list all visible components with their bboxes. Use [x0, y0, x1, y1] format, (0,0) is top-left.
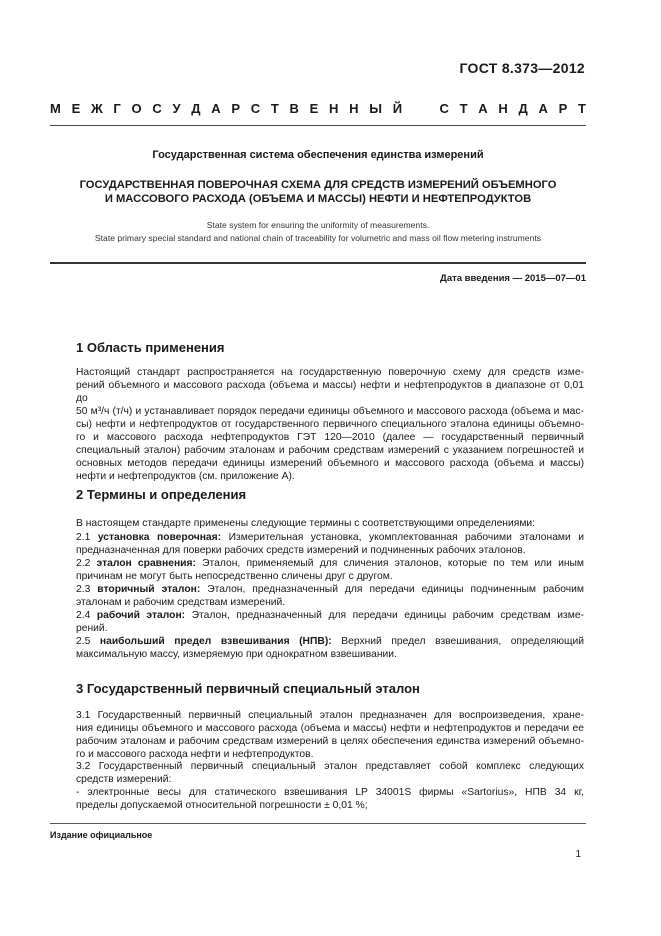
text-line: го и массового расхода нефти и нефтепродуктов. — [76, 749, 314, 760]
heading-letter: Е — [309, 101, 319, 116]
text-line: Настоящий стандарт распространяется на государственную поверочную схему для средств изме- — [76, 367, 584, 378]
heading-letter: Т — [270, 101, 279, 116]
term-definition: Измерительная установка, укомплектованная рабочими эталонами и — [221, 532, 584, 543]
section-heading: 1 Область применения — [76, 340, 225, 355]
heading-letter: Ж — [90, 101, 103, 116]
section-heading: 2 Термины и определения — [76, 487, 247, 502]
term-number: 2.1 — [76, 532, 91, 543]
term-name: установка поверочная: — [97, 532, 222, 543]
standard-code: ГОСТ 8.373—2012 — [459, 60, 585, 76]
english-title — [50, 219, 586, 245]
text-line: 3.2 Государственный первичный специальный эталон представляет собой комплекс следующих — [76, 761, 584, 772]
english-title-line: State primary special standard and national chain of traceability for volumetric and mass oil flow metering instruments — [94, 233, 542, 243]
heading-letter: Д — [518, 101, 528, 116]
text-line: сы) нефти и нефтепродуктов от государственного первичного специального эталона единицы объемно- — [76, 419, 584, 430]
heading-letter: О — [131, 101, 142, 116]
text-line: нефти и нефтепродуктов (см. приложение А). — [76, 471, 295, 482]
section3-item — [76, 786, 584, 812]
heading-letter: С — [250, 101, 261, 116]
heading-letter: Ы — [369, 101, 382, 116]
heading-letter: А — [538, 101, 548, 116]
term-definition-continued: максимальную массу, измеряемую при однократном взвешивании. — [76, 649, 397, 660]
term-name: рабочий эталон: — [96, 610, 186, 621]
heading-letter — [413, 101, 429, 116]
text-line: 50 м³/ч (т/ч) и устанавливает порядок передачи единицы объемного и массового расхода (объема и мас- — [76, 406, 584, 417]
term-name: наибольший предел взвешивания (НПВ): — [99, 636, 332, 647]
heading-letter: В — [289, 101, 299, 116]
text-line: средств измерений: — [76, 774, 172, 785]
term-line — [76, 531, 584, 544]
heading-letter: Н — [498, 101, 508, 116]
term-line — [76, 557, 584, 570]
text-line: пределы допускаемой относительной погрешности ± 0,01 %; — [76, 800, 368, 811]
text-line: основных методов передачи единицы измерений объемного и массового расхода (объема и массы) — [76, 458, 584, 469]
section-heading: 3 Государственный первичный специальный эталон — [76, 681, 420, 696]
section3-paragraph-2 — [76, 760, 584, 786]
edition-note: Издание официальное — [50, 830, 153, 840]
term-line — [76, 609, 584, 622]
term-name: вторичный эталон: — [97, 584, 201, 595]
term-number: 2.4 — [76, 610, 91, 621]
heading-letter: Е — [71, 101, 81, 116]
text-line: рабочим эталонам и рабочим средствам измерений в целях обеспечения единства измерений объемно- — [76, 736, 584, 747]
heading-letter: Р — [558, 101, 568, 116]
top-divider — [50, 125, 586, 126]
text-line: 3.1 Государственный первичный специальный эталон предназначен для воспроизведения, хране- — [76, 710, 584, 721]
term-definition: Эталон, предназначенный для передачи единицы рабочим средствам изме- — [185, 610, 584, 621]
term-definition-continued: рений. — [76, 623, 108, 634]
heading-letter: Й — [392, 101, 403, 116]
term-definition-continued: причинам не могут быть непосредственно сличены друг с другом. — [76, 571, 393, 582]
main-title-line: ГОСУДАРСТВЕННАЯ ПОВЕРОЧНАЯ СХЕМА ДЛЯ СРЕДСТВ ИЗМЕРЕНИЙ ОБЪЕМНОГО — [79, 179, 557, 191]
text-line: рений объемного и массового расхода (объема и массы) нефти и нефтепродуктов в диапазоне от 0,01 до — [76, 380, 584, 404]
footer-divider — [50, 823, 586, 824]
term-definition: Эталон, предназначенный для передачи единицы подчиненным рабочим — [200, 584, 584, 595]
term-number: 2.3 — [76, 584, 91, 595]
heading-letter: А — [211, 101, 221, 116]
heading-letter: М — [50, 101, 61, 116]
heading-letter: Д — [191, 101, 201, 116]
term-definition-continued: эталонам и рабочим средствам измерений. — [76, 597, 286, 608]
heading-letter: С — [152, 101, 162, 116]
heading-letter: Т — [459, 101, 468, 116]
section1-paragraph — [76, 366, 584, 483]
title-divider — [50, 262, 586, 264]
text-line: ния единицы объемного и массового расхода (объема и массы) нефти и нефтепродуктов и передачи ее — [76, 723, 584, 734]
text-line: - электронные весы для статического взвешивания LP 34001S фирмы «Sartorius», НПВ 34 кг, — [76, 787, 584, 798]
text-line: В настоящем стандарте применены следующие термины с соответствующими определениями: — [76, 518, 536, 529]
heading-letter: А — [478, 101, 488, 116]
system-title: Государственная система обеспечения единства измерений — [152, 149, 484, 161]
heading-letter: Г — [113, 101, 121, 116]
heading-letter: С — [439, 101, 449, 116]
term-definition: Верхний предел взвешивания, определяющий — [331, 636, 584, 647]
term-number: 2.5 — [76, 636, 91, 647]
intro-date: Дата введения — 2015—07—01 — [440, 273, 586, 284]
standard-kind-heading — [50, 101, 586, 116]
main-title — [50, 178, 586, 206]
section3-paragraph-1 — [76, 709, 584, 761]
english-title-line: State system for ensuring the uniformity of measurements. — [206, 220, 430, 230]
heading-letter: Р — [231, 101, 241, 116]
term-number: 2.2 — [76, 558, 91, 569]
term-line — [76, 583, 584, 596]
text-line: го и массового расхода нефтепродуктов ГЭТ 120—2010 (далее — государственный первичный — [76, 432, 584, 443]
text-line: специальный эталон) рабочим эталонам и рабочим средствам измерений с указанием погрешностей и — [76, 445, 584, 456]
section2-intro — [76, 517, 584, 530]
heading-letter: Н — [349, 101, 359, 116]
heading-letter: Н — [329, 101, 339, 116]
heading-letter: У — [172, 101, 181, 116]
term-name: эталон сравнения: — [96, 558, 196, 569]
main-title-line: И МАССОВОГО РАСХОДА (ОБЪЕМА И МАССЫ) НЕФТИ И НЕФТЕПРОДУКТОВ — [104, 193, 532, 205]
heading-letter: Т — [577, 101, 586, 116]
term-definition-continued: предназначенная для поверки рабочих средств измерений и подчиненных рабочих эталонов. — [76, 545, 526, 556]
terms-list — [76, 531, 584, 661]
term-line — [76, 635, 584, 648]
page-number: 1 — [575, 849, 581, 860]
term-definition: Эталон, применяемый для сличения эталонов, которые по тем или иным — [195, 558, 584, 569]
